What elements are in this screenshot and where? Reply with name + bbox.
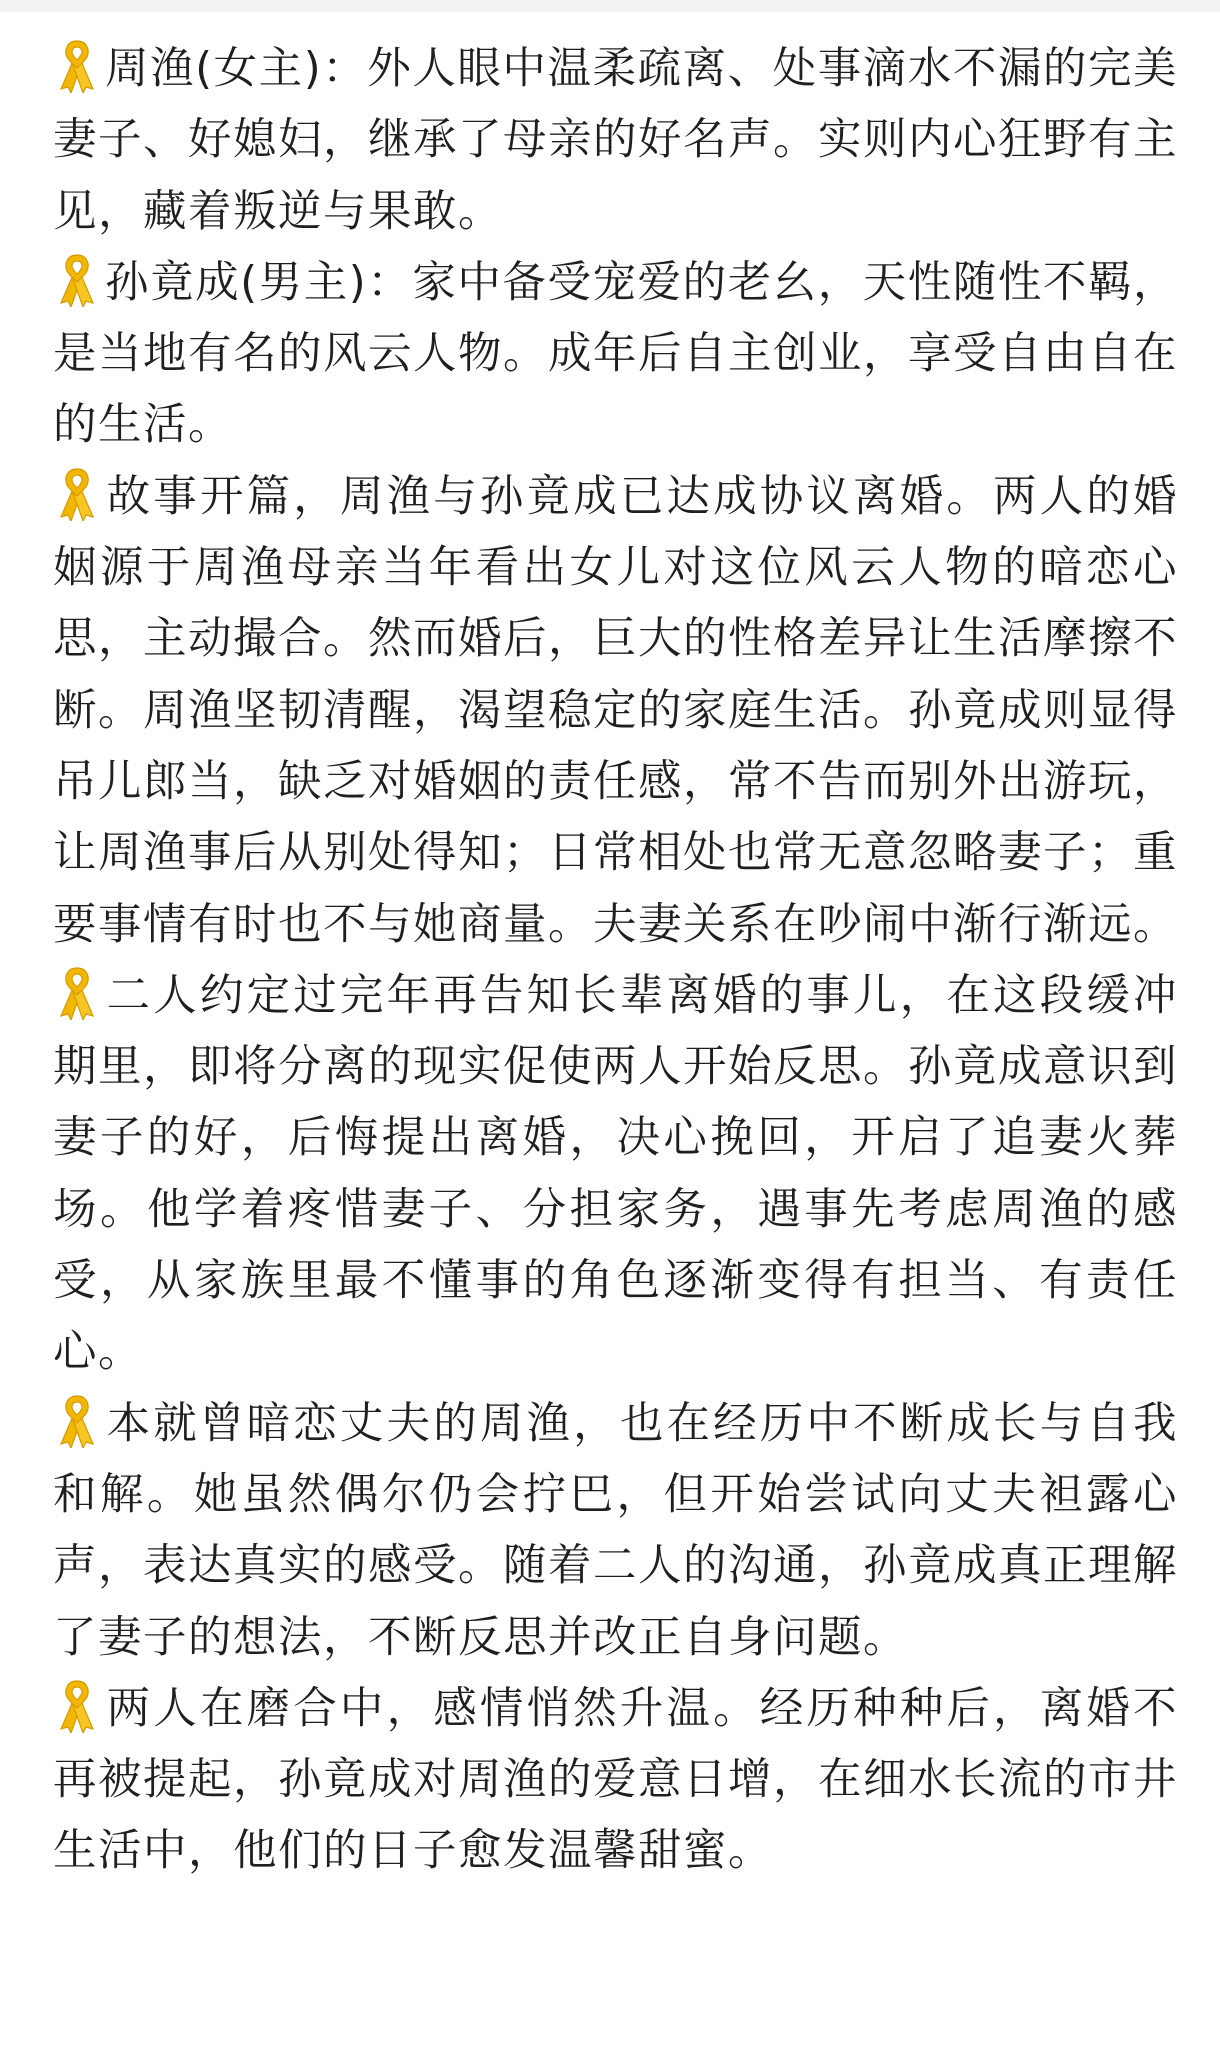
paragraph-5	[53, 1389, 1178, 1674]
paragraph-3	[53, 462, 1178, 961]
paragraph-text: 二人约定过完年再告知长辈离婚的事儿，在这段缓冲期里，即将分离的现实促使两人开始反思。孙竟成意识到妻子的好，后悔提出离婚，决心挽回，开启了追妻火葬场。他学着疼惜妻子、分担家务，遇事先考虑周渔的感受，从家族里最不懂事的角色逐渐变得有担当、有责任心。	[53, 970, 1178, 1378]
paragraph-1	[53, 34, 1178, 248]
yellow-ribbon-icon	[53, 1394, 101, 1448]
paragraph-text: 孙竟成(男主)：家中备受宠爱的老幺，天性随性不羁，是当地有名的风云人物。成年后自主创业，享受自由自在的生活。	[53, 257, 1178, 451]
paragraph-4	[53, 961, 1178, 1389]
post-content	[53, 34, 1178, 1888]
yellow-ribbon-icon	[53, 467, 101, 521]
yellow-ribbon-icon	[53, 1679, 101, 1733]
yellow-ribbon-icon	[53, 39, 101, 93]
paragraph-text: 周渔(女主)：外人眼中温柔疏离、处事滴水不漏的完美妻子、好媳妇，继承了母亲的好名声。实则内心狂野有主见，藏着叛逆与果敢。	[53, 44, 1178, 237]
paragraph-2	[53, 248, 1178, 462]
yellow-ribbon-icon	[53, 253, 101, 307]
bottom-fade	[0, 2015, 1220, 2045]
yellow-ribbon-icon	[53, 966, 101, 1020]
paragraph-text: 两人在磨合中，感情悄然升温。经历种种后，离婚不再被提起，孙竟成对周渔的爱意日增，在细水长流的市井生活中，他们的日子愈发温馨甜蜜。	[53, 1683, 1178, 1877]
paragraph-6	[53, 1674, 1178, 1888]
top-strip	[0, 0, 1220, 12]
paragraph-text: 本就曾暗恋丈夫的周渔，也在经历中不断成长与自我和解。她虽然偶尔仍会拧巴，但开始尝试向丈夫袒露心声，表达真实的感受。随着二人的沟通，孙竟成真正理解了妻子的想法，不断反思并改正自身问题。	[53, 1398, 1178, 1663]
paragraph-text: 故事开篇，周渔与孙竟成已达成协议离婚。两人的婚姻源于周渔母亲当年看出女儿对这位风云人物的暗恋心思，主动撮合。然而婚后，巨大的性格差异让生活摩擦不断。周渔坚韧清醒，渴望稳定的家庭生活。孙竟成则显得吊儿郎当，缺乏对婚姻的责任感，常不告而别外出游玩，让周渔事后从别处得知；日常相处也常无意忽略妻子；重要事情有时也不与她商量。夫妻关系在吵闹中渐行渐远。	[53, 471, 1178, 950]
